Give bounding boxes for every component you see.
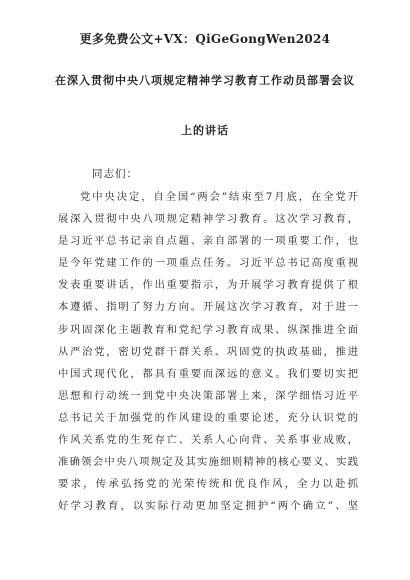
document-header: 更多免费公文+VX：QiGeGongWen2024 [79,32,331,46]
body-line: 要求，传承弘扬党的光荣传统和优良作风，全力以赴抓 [58,478,358,491]
body-line: 准确领会中央八项规定及其实施细则精神的核心要义、实践 [58,456,358,469]
document-subtitle: 上的讲话 [181,124,229,137]
body-line: 党中央决定，自全国“两会”结束至7月底，在全党开 [80,191,358,203]
body-line: 作风关系党的生死存亡、关系人心向背、关系事业成败， [58,434,358,447]
body-line: 思想和行动统一到党中央决策部署上来，深学细悟习近平 [58,389,358,402]
body-line: 是习近平总书记亲自点题、亲自部署的一项重要工作，也 [58,235,358,248]
salutation: 同志们： [92,168,138,180]
body-line: 步巩固深化主题教育和党纪学习教育成果、纵深推进全面 [58,323,358,336]
document-title: 在深入贯彻中央八项规定精神学习教育工作动员部署会议 [55,74,355,87]
body-line: 展深入贯彻中央八项规定精神学习教育。这次学习教育， [58,213,358,226]
body-line: 总书记关于加强党的作风建设的重要论述，充分认识党的 [58,411,358,424]
body-line: 本遵循、指明了努力方向。开展这次学习教育，对于进一 [58,301,358,314]
body-line: 是今年党建工作的一项重点任务。习近平总书记高度重视 [58,257,358,270]
body-text [58,186,358,517]
body-line: 从严治党，密切党群干群关系、巩固党的执政基础，推进 [58,345,358,358]
body-line: 中国式现代化，都具有重要而深远的意义。我们要切实把 [58,367,358,380]
body-line: 好学习教育，以实际行动更加坚定拥护“两个确立”、坚 [58,500,358,513]
body-line: 发表重要讲话，作出重要指示，为开展学习教育提供了根 [58,279,358,292]
